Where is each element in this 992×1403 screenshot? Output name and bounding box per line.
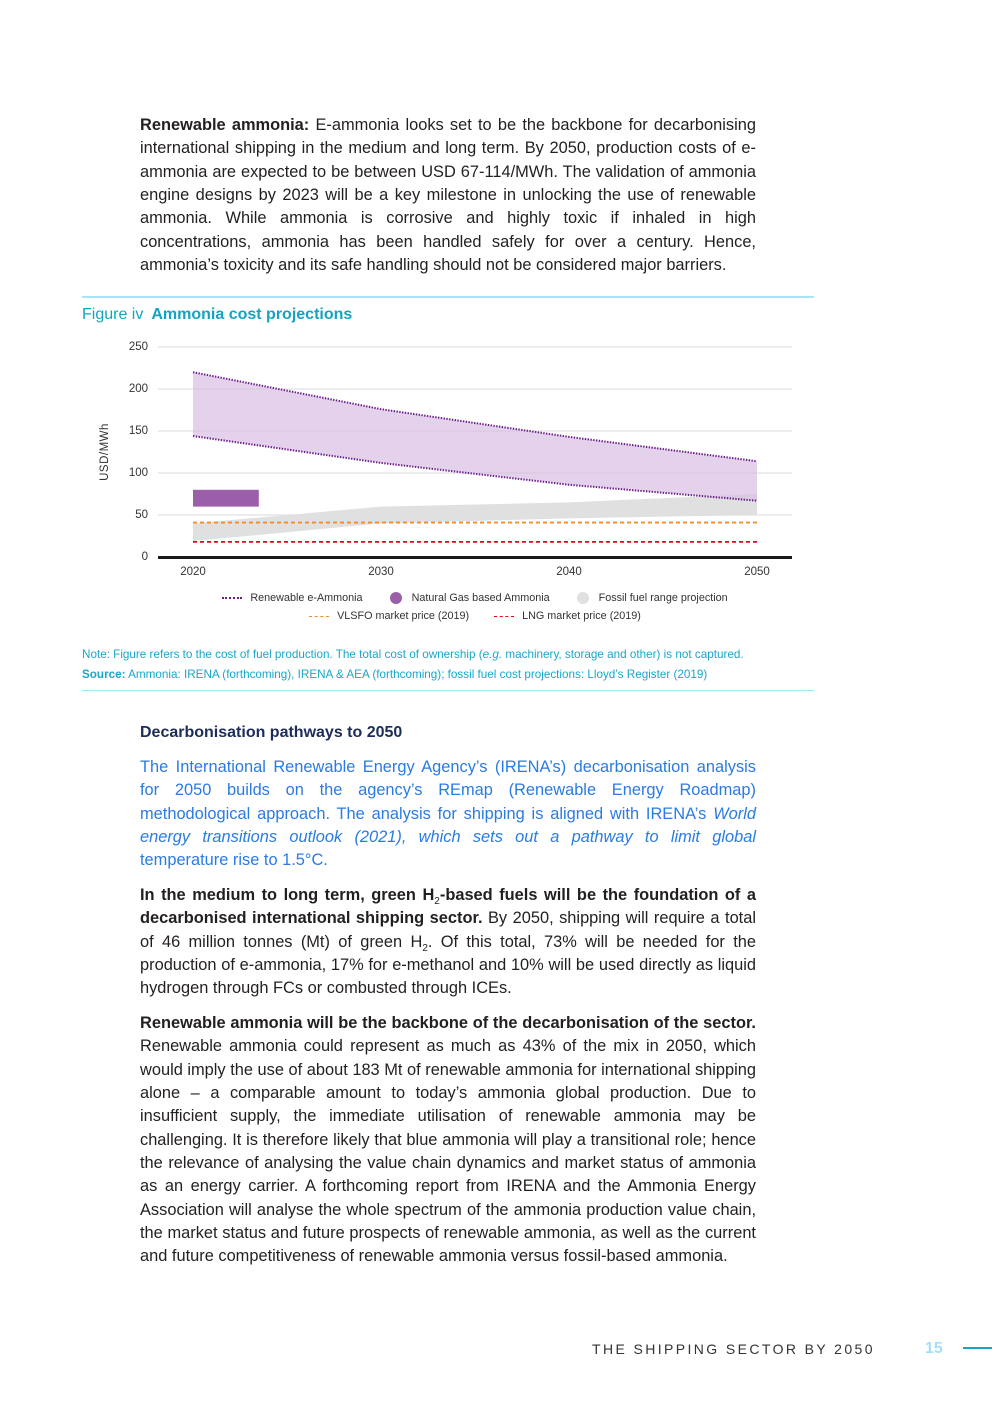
figure-heading: Ammonia cost projections — [151, 306, 353, 323]
x-tick-label: 2040 — [556, 566, 582, 578]
gray-circle-icon — [577, 592, 589, 604]
paragraph-text: . Of this total, 73% will be needed for the production of e-ammonia, 17% for e-methanol and 10% will be used directly as liquid hydrogen through FCs or combusted through ICEs. — [140, 932, 756, 998]
paragraph-text: Renewable ammonia could represent as much as 43% of the mix in 2050, which would imply the use of about 183 Mt of renewable ammonia for international shipping alone – a comparable amount to today’s ammonia global production. Due to insufficient supply, the immediate utilisation of renewable ammonia may be challenging. It is therefore likely that blue ammonia will play a transitional role; hence the relevance of analysing the value chain dynamics and market status of ammonia as an energy carrier. A forthcoming report from IRENA and the Ammonia Energy Association will analyse the whole spectrum of the ammonia production value chain, the market status and future prospects of renewable ammonia, as well as the current and future competitiveness of renewable ammonia versus fossil-based ammonia. — [140, 1037, 756, 1266]
y-tick-label: 0 — [141, 551, 148, 563]
note-text: machinery, storage and other) is not captured. — [502, 648, 744, 661]
figure-note — [82, 648, 744, 662]
y-tick-label: 200 — [128, 383, 148, 395]
legend-label: Natural Gas based Ammonia — [411, 592, 550, 604]
paragraph-text: By 2050, shipping will require a total of 46 million tonnes (Mt) of green H — [140, 909, 756, 951]
section-heading: Decarbonisation pathways to 2050 — [140, 724, 403, 741]
figure-label: Figure iv — [82, 306, 144, 323]
section-intro-paragraph — [140, 756, 756, 873]
paragraph-lead-in: In the medium to long term, green H — [140, 886, 435, 904]
source-text: Ammonia: IRENA (forthcoming), IRENA & AEA (forthcoming); fossil fuel cost projections: Lloyd’s Register (2019) — [125, 668, 708, 681]
subscript: 2 — [422, 942, 428, 954]
legend-item-fossil — [577, 592, 728, 604]
figure-source — [82, 668, 707, 682]
legend-label: Renewable e-Ammonia — [250, 592, 363, 604]
chart-plot — [0, 330, 992, 590]
legend-label: LNG market price (2019) — [522, 610, 641, 622]
y-tick-label: 150 — [128, 425, 148, 437]
note-italic: e.g. — [482, 648, 503, 661]
legend-row-1 — [175, 592, 775, 604]
paragraph-text: E-ammonia looks set to be the backbone for decarbonising international shipping in the medium and long term. By 2050, production costs of e-ammonia are expected to be between USD 67-114/MWh. The validation of ammonia engine designs by 2023 will be a key milestone in unlocking the use of renewable ammonia. While ammonia is corrosive and highly toxic if inhaled in high concentrations, ammonia has been handled safely for over a century. Hence, ammonia’s toxicity and its safe handling should not be considered major barriers. — [140, 116, 756, 275]
renewable-ammonia-paragraph — [140, 114, 756, 277]
renewable-backbone-paragraph — [140, 1012, 756, 1269]
figure-top-rule — [82, 296, 814, 298]
subscript: 2 — [434, 896, 440, 907]
figure-bottom-rule — [82, 690, 814, 691]
page-number: 15 — [925, 1340, 943, 1357]
y-tick-label: 250 — [128, 341, 148, 353]
paragraph-lead-in: Renewable ammonia: — [140, 116, 310, 134]
green-h2-paragraph — [140, 884, 756, 1001]
purple-circle-icon — [390, 592, 402, 604]
legend-item-renewable — [222, 592, 362, 604]
figure-title — [82, 305, 352, 325]
legend-label: Fossil fuel range projection — [598, 592, 728, 604]
legend-row-2 — [175, 610, 775, 622]
legend-item-natural-gas — [390, 592, 550, 604]
natural-gas-ammonia-box — [193, 490, 259, 507]
orange-dashed-line-icon — [309, 616, 329, 617]
x-tick-label: 2050 — [744, 566, 770, 578]
red-dashed-line-icon — [494, 616, 514, 617]
legend-label: VLSFO market price (2019) — [337, 610, 470, 622]
paragraph-lead-in: -based fuels will be the foundation of a decarbonised international shipping sector. — [140, 886, 756, 928]
note-text: Note: Figure refers to the cost of fuel production. The total cost of ownership ( — [82, 648, 483, 661]
legend-item-vlsfo — [309, 610, 469, 622]
running-title: THE SHIPPING SECTOR BY 2050 — [592, 1341, 875, 1357]
x-tick-label: 2020 — [180, 566, 206, 578]
paragraph-text: The International Renewable Energy Agency’s (IRENA’s) decarbonisation analysis for 2050 builds on the agency’s REmap (Renewable Energy Roadmap) methodological approach. The analysis for shipping is aligned with IRENA’s — [140, 758, 756, 823]
dotted-line-icon — [222, 597, 242, 599]
paragraph-text: temperature rise to 1.5°C. — [140, 851, 328, 870]
y-tick-label: 100 — [128, 467, 148, 479]
source-label: Source: — [82, 668, 126, 681]
footer-accent-line — [963, 1347, 992, 1349]
y-axis-label: USD/MWh — [99, 423, 111, 481]
renewable-e-ammonia-band — [193, 372, 757, 501]
x-tick-label: 2030 — [368, 566, 394, 578]
paragraph-lead-in: Renewable ammonia will be the backbone of the decarbonisation of the sector. — [140, 1014, 756, 1032]
publication-title: World energy transitions outlook (2021), which sets out a pathway to limit global — [140, 804, 756, 847]
legend-item-lng — [494, 610, 641, 622]
y-tick-label: 50 — [135, 509, 148, 521]
fossil-range-band — [193, 494, 757, 541]
